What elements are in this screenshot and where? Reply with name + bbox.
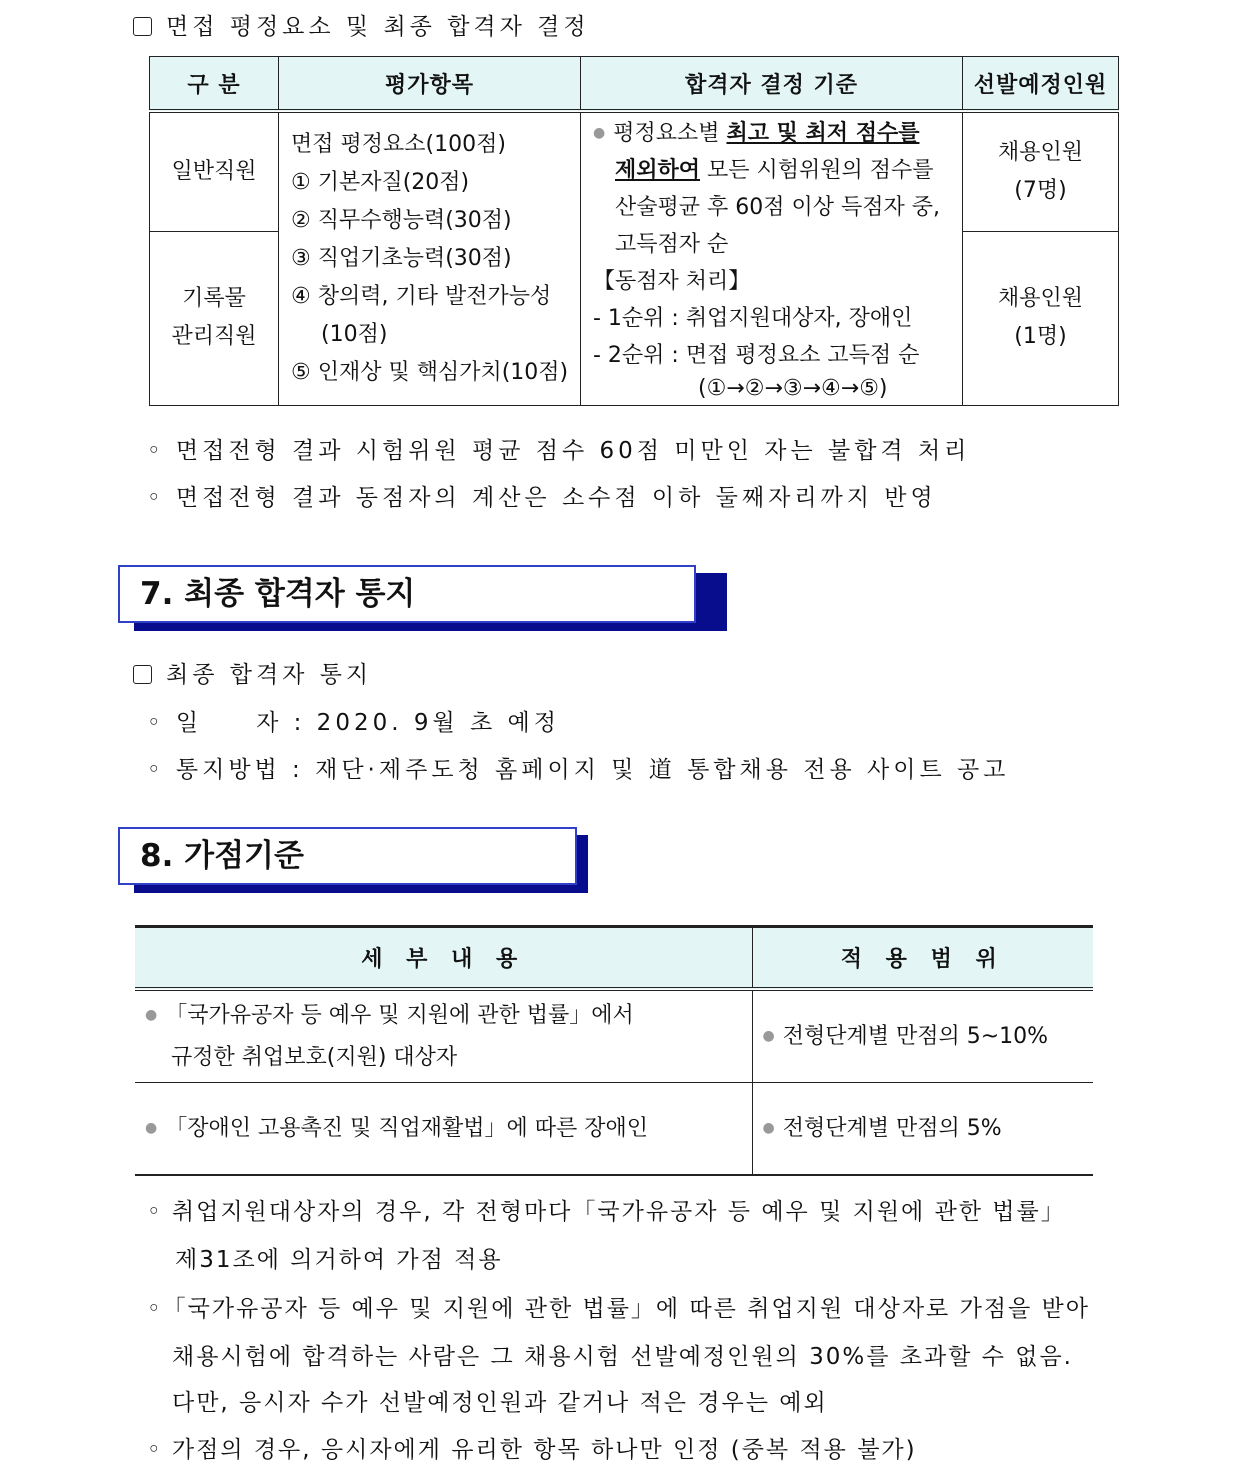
interview-note-2: ◦ 면접전형 결과 동점자의 계산은 소수점 이하 둘째자리까지 반영: [147, 485, 937, 511]
pass-criteria: ● 평정요소별 최고 및 최저 점수를 제외하여 모든 시험위원의 점수를 산술평균 후 60점 이상 득점자 중, 고득점자 순 【동점자 처리】 - 1순위 : 취업지원대상자, 장애인 - 2순위 : 면접 평정요소 고득점 순 (①→②→③→④→⑤): [581, 111, 963, 406]
evaluation-items: 면접 평정요소(100점) ① 기본자질(20점) ② 직무수행능력(30점) ③ 직업기초능력(30점) ④ 창의력, 기타 발전가능성 (10점) ⑤ 인재상 및 핵심가치(10점): [279, 111, 581, 406]
interview-note-1: ◦ 면접전형 결과 시험위원 평균 점수 60점 미만인 자는 불합격 처리: [147, 438, 971, 464]
header-criteria: 합격자 결정 기준: [581, 57, 963, 112]
header-category: 구 분: [150, 57, 279, 112]
bonus-note-2: ◦「국가유공자 등 예우 및 지원에 관한 법률」에 따른 취업지원 대상자로 가점을 받아: [147, 1296, 1090, 1322]
header-items: 평가항목: [279, 57, 581, 112]
bonus-note-2-cont2: 다만, 응시자 수가 선발예정인원과 같거나 적은 경우는 예외: [172, 1390, 828, 1416]
category-general: 일반직원: [150, 111, 279, 231]
notify-method: ◦ 통지방법 : 재단·제주도청 홈페이지 및 道 통합채용 전용 사이트 공고: [147, 757, 1010, 783]
bonus-note-2-cont: 채용시험에 합격하는 사람은 그 채용시험 선발예정인원의 30%를 초과할 수 없음.: [172, 1344, 1073, 1370]
bullet-icon: ●: [145, 1006, 158, 1023]
checkbox-square-icon: [133, 17, 152, 36]
bonus-detail-2: ● 「장애인 고용촉진 및 직업재활법」에 따른 장애인: [135, 1082, 752, 1175]
bullet-icon: ●: [145, 1119, 158, 1136]
bonus-detail-1: ● 「국가유공자 등 예우 및 지원에 관한 법률」에서 규정한 취업보호(지원) 대상자: [135, 989, 752, 1082]
bonus-note-3: ◦ 가점의 경우, 응시자에게 유리한 항목 하나만 인정 (중복 적용 불가): [147, 1437, 917, 1463]
bullet-icon: ●: [762, 1119, 775, 1136]
quota-records: 채용인원 (1명): [963, 231, 1119, 405]
bullet-icon: ●: [762, 1027, 775, 1044]
header-quota: 선발예정인원: [963, 57, 1119, 112]
interview-heading: 면접 평정요소 및 최종 합격자 결정: [133, 8, 590, 41]
bullet-icon: ●: [593, 125, 606, 141]
checkbox-square-icon: [133, 665, 152, 684]
header-scope: 적 용 범 위: [752, 927, 1093, 990]
bonus-note-1: ◦ 취업지원대상자의 경우, 각 전형마다「국가유공자 등 예우 및 지원에 관한 법률」: [147, 1199, 1066, 1225]
bonus-scope-1: ● 전형단계별 만점의 5~10%: [752, 989, 1093, 1082]
bonus-note-1-cont: 제31조에 의거하여 가점 적용: [175, 1247, 503, 1273]
section-7-heading: 최종 합격자 통지: [133, 656, 372, 689]
quota-general: 채용인원 (7명): [963, 111, 1119, 231]
interview-criteria-table: [149, 56, 1119, 406]
notify-date: ◦ 일 자 : 2020. 9월 초 예정: [147, 710, 560, 736]
category-records: 기록물 관리직원: [150, 231, 279, 405]
bonus-scope-2: ● 전형단계별 만점의 5%: [752, 1082, 1093, 1175]
header-detail: 세 부 내 용: [135, 927, 752, 990]
bonus-criteria-table: [135, 925, 1093, 1176]
